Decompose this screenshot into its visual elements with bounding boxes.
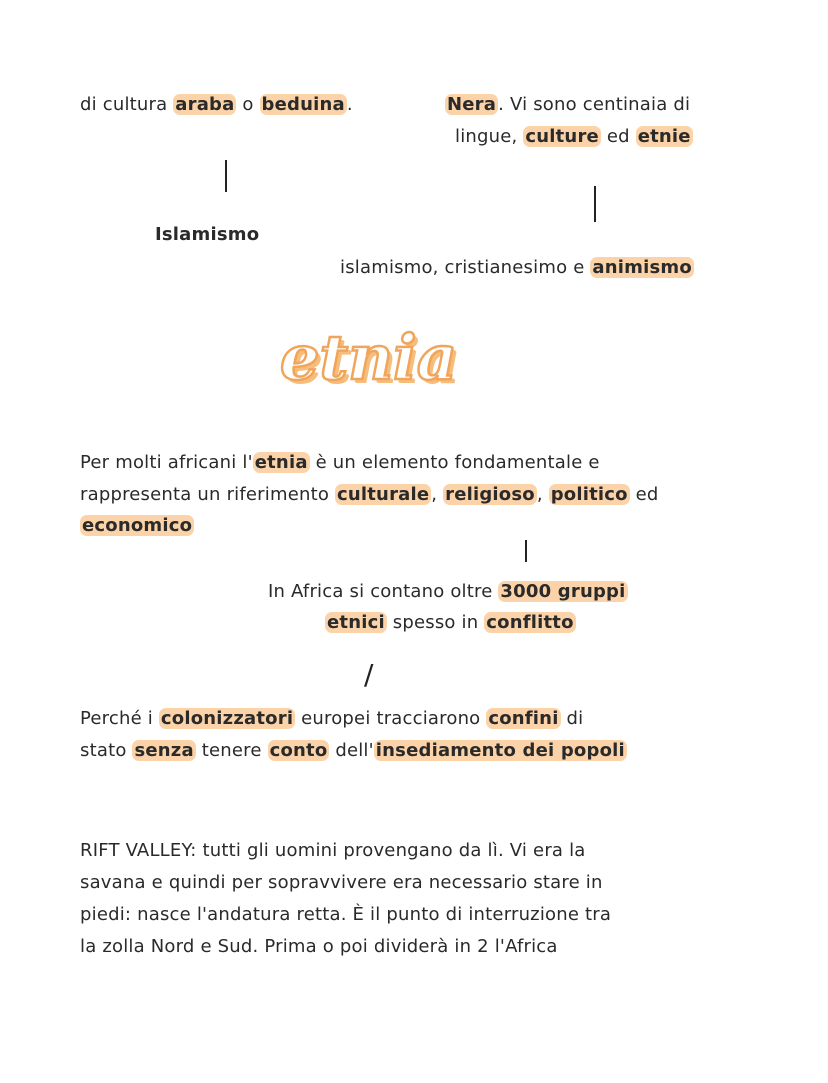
para1-line-1 xyxy=(80,448,600,478)
text: spesso in xyxy=(386,612,485,633)
highlight-etnici: etnici xyxy=(327,612,385,633)
text: di cultura xyxy=(80,94,174,115)
text: tenere xyxy=(195,740,268,761)
page-title: etnia xyxy=(280,321,457,394)
highlight-insediamento: insediamento dei popoli xyxy=(375,740,625,761)
connector-para2-para3: / xyxy=(364,658,374,691)
highlight-religioso: religioso xyxy=(445,484,535,505)
connector-para1-para2 xyxy=(525,540,527,562)
text: è un elemento fondamentale e xyxy=(309,452,600,473)
text: europei tracciarono xyxy=(295,708,487,729)
text: ed xyxy=(629,484,659,505)
text: Perché i xyxy=(80,708,159,729)
highlight-confini: confini xyxy=(488,708,559,729)
highlight-nera: Nera xyxy=(447,94,497,115)
para1-line-2 xyxy=(80,480,659,510)
text: . xyxy=(346,94,353,115)
religion-right xyxy=(340,253,694,283)
highlight-economico: economico xyxy=(82,515,193,536)
religion-left: Islamismo xyxy=(155,224,260,245)
highlight-culturale: culturale xyxy=(337,484,430,505)
top-right-line-1 xyxy=(445,90,690,120)
text: , xyxy=(431,484,444,505)
highlight-senza: senza xyxy=(134,740,194,761)
para3-line-2 xyxy=(80,736,627,766)
highlight-colonizzatori: colonizzatori xyxy=(160,708,294,729)
rift-line-4: la zolla Nord e Sud. Prima o poi dividerà in 2 l'Africa xyxy=(80,936,558,957)
para1-line-3 xyxy=(80,511,194,541)
text: Per molti africani l' xyxy=(80,452,253,473)
highlight-politico: politico xyxy=(550,484,628,505)
para3-line-1 xyxy=(80,704,583,734)
connector-right-top xyxy=(594,186,596,222)
text: dell' xyxy=(329,740,374,761)
highlight-animismo: animismo xyxy=(592,257,692,278)
rift-line-1: RIFT VALLEY: tutti gli uomini provengano da lì. Vi era la xyxy=(80,840,586,861)
text: , xyxy=(536,484,549,505)
top-left-line-1 xyxy=(80,90,353,120)
highlight-etnie: etnie xyxy=(637,126,691,147)
rift-line-2: savana e quindi per sopravvivere era necessario stare in xyxy=(80,872,603,893)
text: di xyxy=(560,708,584,729)
connector-left-top xyxy=(225,160,227,192)
rift-line-3: piedi: nasce l'andatura retta. È il punto di interruzione tra xyxy=(80,904,612,925)
text: o xyxy=(236,94,260,115)
highlight-beduina: beduina xyxy=(261,94,345,115)
text: . Vi sono centinaia di xyxy=(498,94,691,115)
text: lingue, xyxy=(455,126,524,147)
text: In Africa si contano oltre xyxy=(268,581,499,602)
top-right-line-2 xyxy=(455,122,693,152)
highlight-conflitto: conflitto xyxy=(486,612,574,633)
text: rappresenta un riferimento xyxy=(80,484,335,505)
highlight-etnia: etnia xyxy=(254,452,308,473)
para2-line-1 xyxy=(268,577,628,607)
para2-line-2 xyxy=(325,608,576,638)
text: stato xyxy=(80,740,133,761)
highlight-conto: conto xyxy=(269,740,328,761)
text: islamismo, cristianesimo e xyxy=(340,257,591,278)
highlight-culture: culture xyxy=(525,126,599,147)
highlight-araba: araba xyxy=(175,94,235,115)
text: ed xyxy=(600,126,636,147)
highlight-3000-gruppi: 3000 gruppi xyxy=(500,581,626,602)
